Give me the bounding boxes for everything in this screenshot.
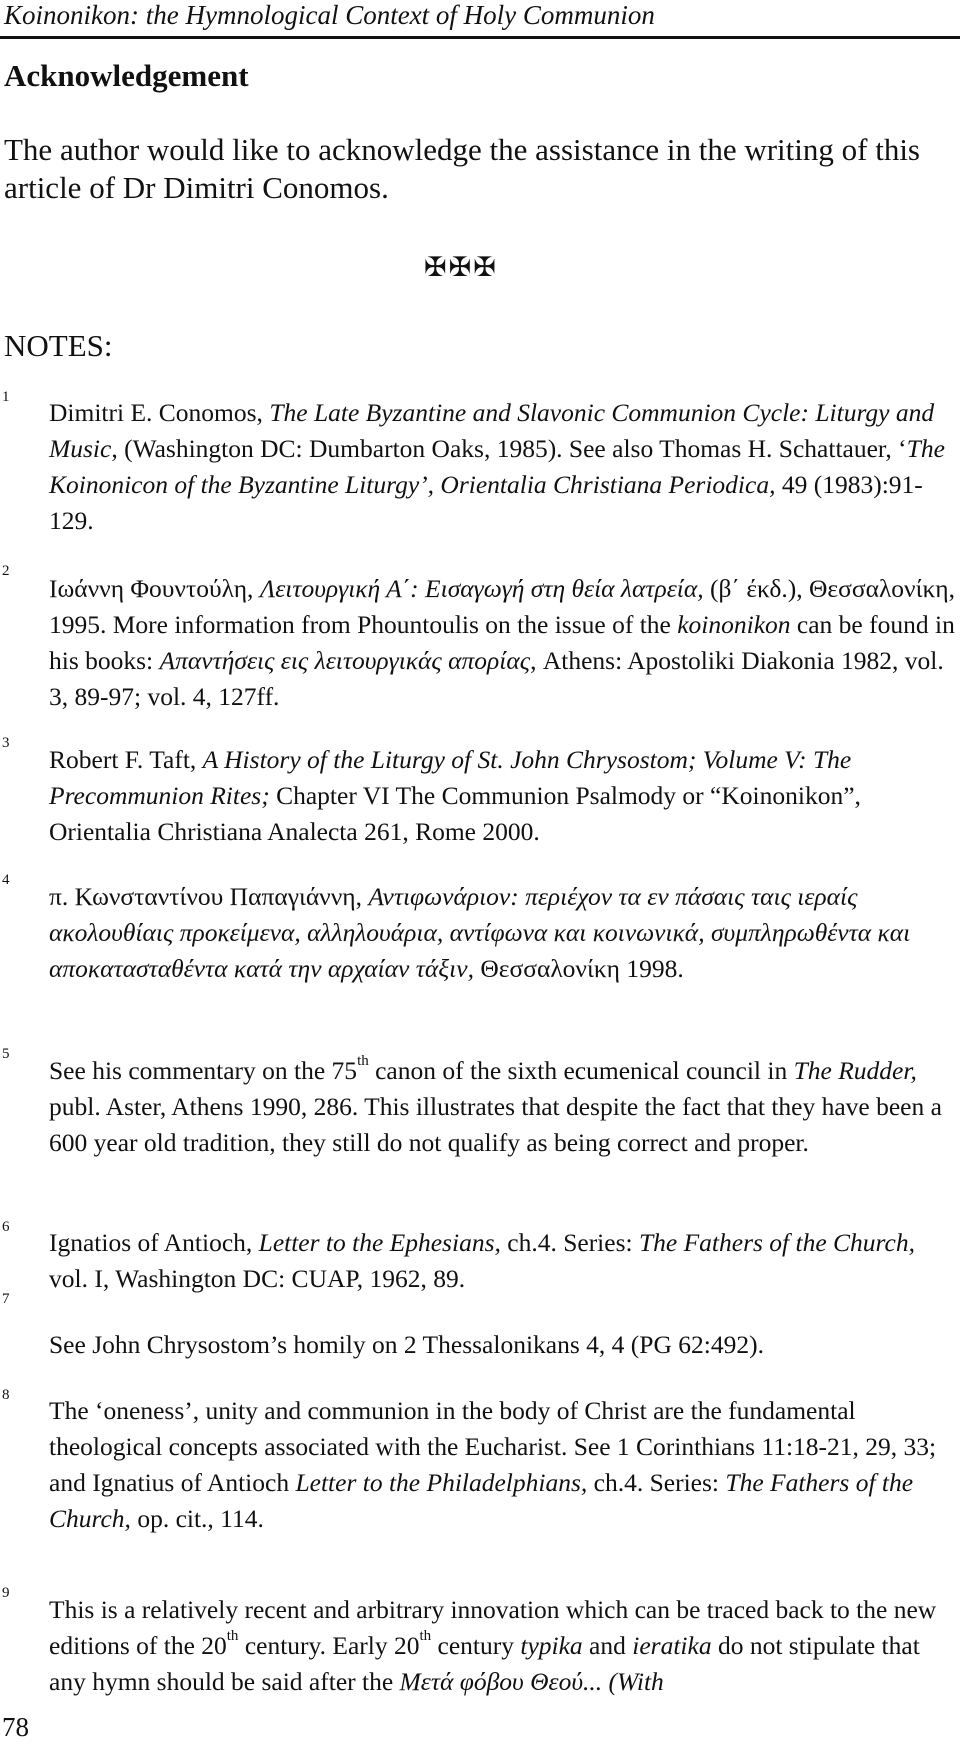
footnote-9: This is a relatively recent and arbitrary innovation which can be traced back to the new editions of the 20th century. Early 20th century typika and ieratika do not stipulate that any hymn should be said after the Μετά φόβου Θεού... (With	[49, 1595, 937, 1696]
footnote-8: The ‘oneness’, unity and communion in the body of Christ are the fundamental theological concepts associated with the Eucharist. See 1 Corinthians 11:18-21, 29, 33; and Ignatius of Antioch Letter to the Philadelphians, ch.4. Series: The Fathers of the Church, op. cit., 114.	[49, 1396, 937, 1533]
note-number: 7	[2, 1291, 10, 1307]
cross-ornament: ✠✠✠	[424, 252, 498, 282]
footnote-2: Ιωάννη Φουντούλη, Λειτουργική Α΄: Εισαγωγή στη θεία λατρεία, (β΄ έκδ.), Θεσσαλονίκη, 1995. More information from Phountoulis on the issue of the koinonikon can be found in his books: Απαντήσεις εις λειτουργικάς απορίας, Athens: Apostoliki Diakonia 1982, vol. 3, 89-97; vol. 4, 127ff.	[49, 574, 956, 711]
running-header: Koinonikon: the Hymnological Context of Holy Communion	[4, 0, 655, 30]
footnote-6: Ignatios of Antioch, Letter to the Ephesians, ch.4. Series: The Fathers of the Church, vol. I, Washington DC: CUAP, 1962, 89.	[49, 1228, 915, 1293]
note-number: 4	[2, 872, 10, 888]
footnote-3: Robert F. Taft, A History of the Liturgy of St. John Chrysostom; Volume V: The Precommunion Rites; Chapter VI The Communion Psalmody or “Koinonikon”, Orientalia Christiana Analecta 261, Rome 2000.	[49, 745, 861, 846]
notes-heading: NOTES:	[4, 328, 113, 363]
note-number: 2	[2, 563, 10, 579]
acknowledgement-title: Acknowledgement	[4, 58, 249, 93]
note-number: 9	[2, 1585, 10, 1601]
note-number: 5	[2, 1046, 10, 1062]
footnote-1: Dimitri E. Conomos, The Late Byzantine and Slavonic Communion Cycle: Liturgy and Music, (Washington DC: Dumbarton Oaks, 1985). See also Thomas H. Schattauer, ‘The Koinonicon of the Byzantine Liturgy’, Orientalia Christiana Periodica, 49 (1983):91-129.	[49, 398, 945, 535]
header-rule	[0, 36, 960, 39]
footnote-5: See his commentary on the 75th canon of the sixth ecumenical council in The Rudder, publ. Aster, Athens 1990, 286. This illustrates that despite the fact that they have been a 600 year old tradition, they still do not qualify as being correct and proper.	[49, 1053, 942, 1157]
footnote-4: π. Κωνσταντίνου Παπαγιάννη, Αντιφωνάριον: περιέχον τα εν πάσαις ταις ιεραίς ακολουθίαις προκείμενα, αλληλουάρια, αντίφωνα και κοινωνικά, συμπληρωθέντα και αποκατασταθέντα κατά την αρχαίαν τάξιν, Θεσσαλονίκη 1998.	[49, 882, 911, 983]
note-number: 1	[2, 389, 10, 405]
acknowledgement-body: The author would like to acknowledge the assistance in the writing of this article of Dr Dimitri Conomos.	[4, 132, 920, 205]
note-number: 6	[2, 1219, 10, 1235]
note-number: 8	[2, 1387, 10, 1403]
note-number: 3	[2, 735, 10, 751]
footnote-7: See John Chrysostom’s homily on 2 Thessalonikans 4, 4 (PG 62:492).	[49, 1330, 764, 1359]
page-number: 78	[2, 1712, 29, 1742]
